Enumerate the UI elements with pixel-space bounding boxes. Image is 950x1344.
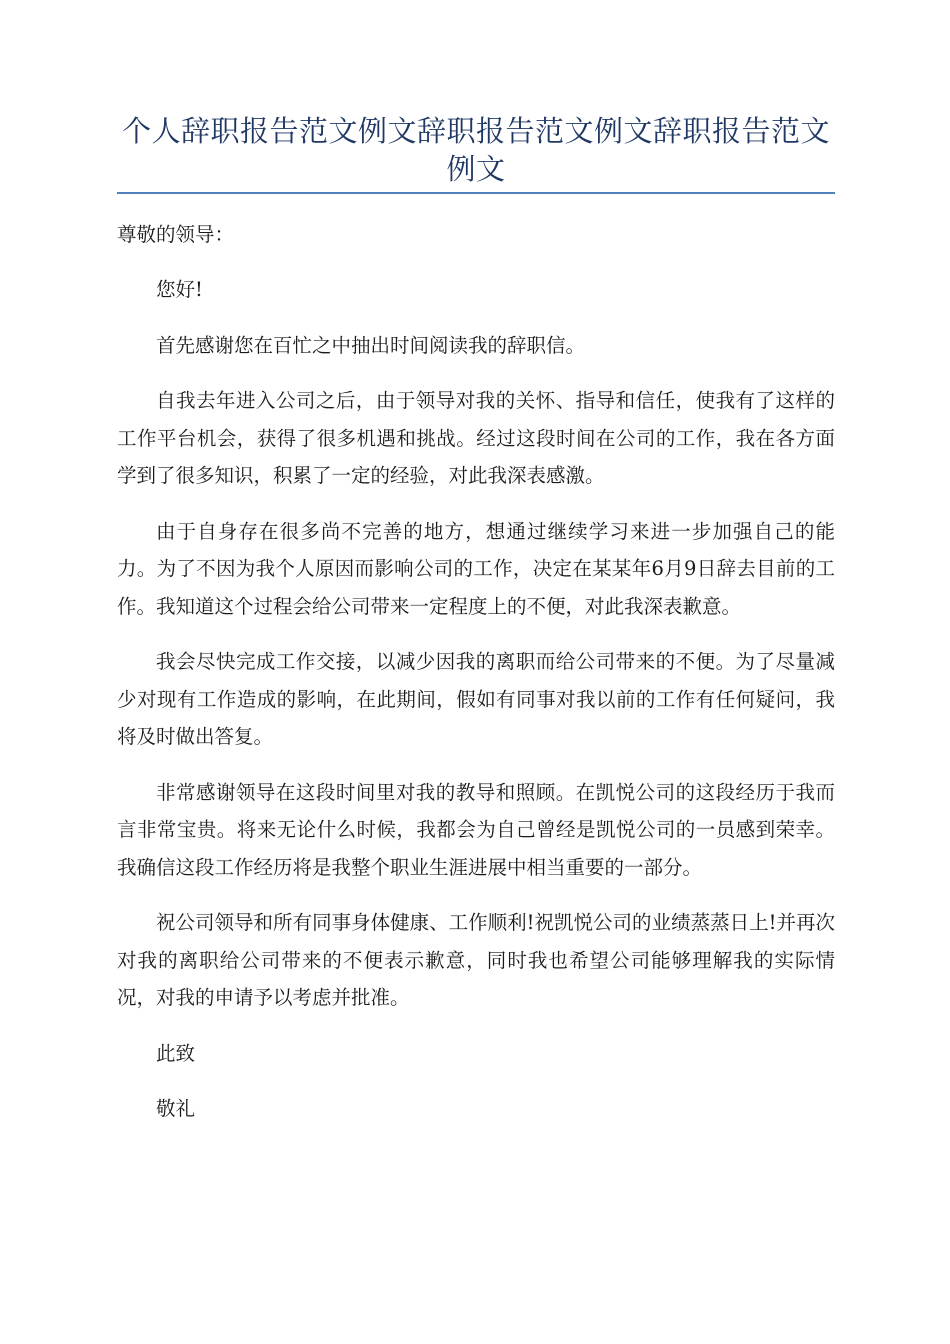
document-page bbox=[117, 112, 835, 1146]
title-underline bbox=[117, 192, 835, 194]
closing-jingli: 敬礼 bbox=[156, 1097, 196, 1120]
document-title: 个人辞职报告范文例文辞职报告范文例文辞职报告范文例文 bbox=[121, 114, 830, 186]
paragraph-experience: 自我去年进入公司之后，由于领导对我的关怀、指导和信任，使我有了这样的工作平台机会，获得了很多机遇和挑战。经过这段时间在公司的工作，我在各方面学到了很多知识，积累了一定的经验，对此我深表感激。 bbox=[117, 389, 835, 487]
paragraph-thanks-reading: 首先感谢您在百忙之中抽出时间阅读我的辞职信。 bbox=[156, 333, 586, 357]
paragraph-wishes: 祝公司领导和所有同事身体健康、工作顺利!祝凯悦公司的业绩蒸蒸日上!并再次对我的离职给公司带来的不便表示歉意，同时我也希望公司能够理解我的实际情况，对我的申请予以考虑并批准。 bbox=[117, 911, 835, 1009]
closing-cizhi: 此致 bbox=[156, 1041, 196, 1065]
salutation: 尊敬的领导： bbox=[117, 223, 235, 246]
paragraph-gratitude: 非常感谢领导在这段时间里对我的教导和照顾。在凯悦公司的这段经历于我而言非常宝贵。将来无论什么时候，我都会为自己曾经是凯悦公司的一员感到荣幸。我确信这段工作经历将是我整个职业生涯进展中相当重要的一部分。 bbox=[117, 780, 835, 879]
paragraph-greeting: 您好! bbox=[156, 278, 203, 301]
paragraph-handover: 我会尽快完成工作交接，以减少因我的离职而给公司带来的不便。为了尽量减少对现有工作造成的影响，在此期间，假如有同事对我以前的工作有任何疑问，我将及时做出答复。 bbox=[117, 650, 835, 748]
paragraph-reason: 由于自身存在很多尚不完善的地方，想通过继续学习来进一步加强自己的能力。为了不因为我个人原因而影响公司的工作，决定在某某年6月9日辞去目前的工作。我知道这个过程会给公司带来一定程度上的不便，对此我深表歉意。 bbox=[117, 519, 835, 618]
